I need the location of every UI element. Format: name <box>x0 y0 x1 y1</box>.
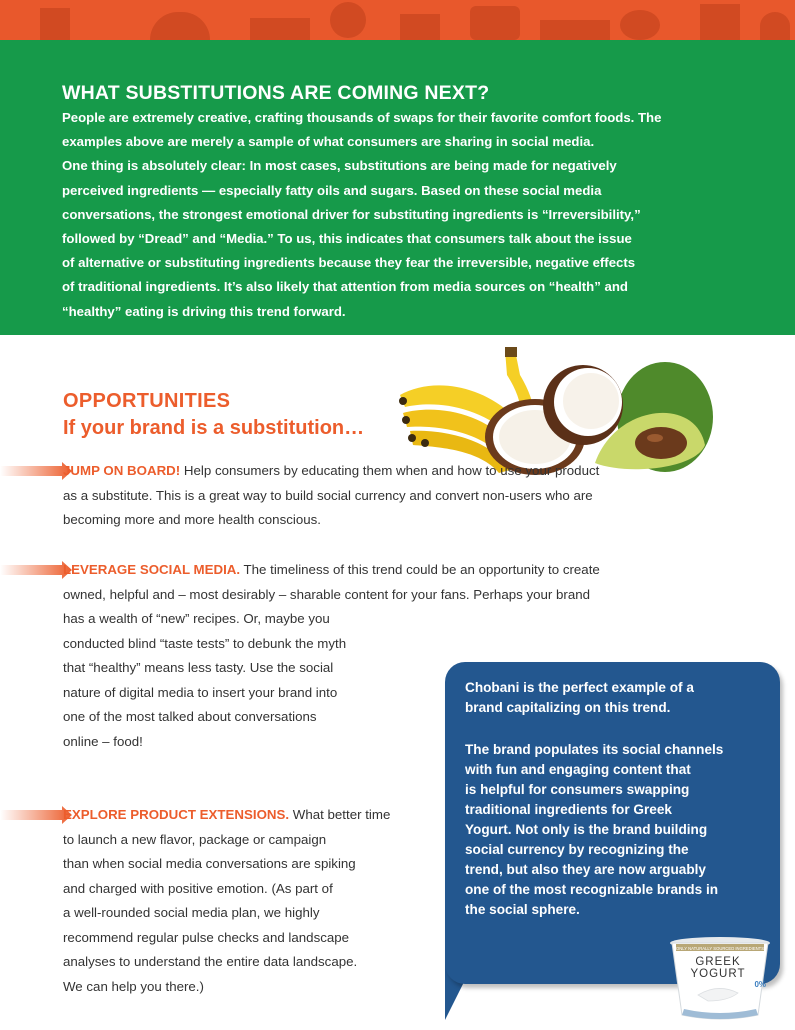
banner-decoration <box>760 12 790 40</box>
item-line: a well-rounded social media plan, we highly <box>63 905 320 920</box>
item-lead: JUMP ON BOARD! <box>63 463 181 478</box>
opportunity-item <box>63 803 390 999</box>
substitutions-section <box>0 40 795 335</box>
banner-decoration <box>470 6 520 40</box>
callout-line: The brand populates its social channels <box>465 742 724 757</box>
body-line: “healthy” eating is driving this trend forward. <box>62 303 346 319</box>
item-line: conducted blind “taste tests” to debunk the myth <box>63 635 347 651</box>
item-lead: LEVERAGE SOCIAL MEDIA. <box>63 562 241 577</box>
body-line: One thing is absolutely clear: In most cases, substitutions are being made for negatively <box>62 158 617 174</box>
item-line: online – food! <box>63 733 143 749</box>
item-text: What better time <box>289 807 391 822</box>
item-first-line <box>63 803 390 828</box>
callout-line: with fun and engaging content that <box>465 762 691 777</box>
callout-line: trend, but also they are now arguably <box>465 862 706 877</box>
banner-decoration <box>620 10 660 40</box>
banner-decoration <box>250 18 310 40</box>
callout-line: Yogurt. Not only is the brand building <box>465 822 708 837</box>
item-line: has a wealth of “new” recipes. Or, maybe you <box>63 611 330 626</box>
yogurt-label-line2: YOGURT <box>690 968 746 980</box>
section-body <box>62 106 742 324</box>
item-line: owned, helpful and – most desirably – sharable content for your fans. Perhaps your brand <box>63 586 591 602</box>
body-line: of traditional ingredients. It’s also likely that attention from media sources on “health” and <box>62 279 628 295</box>
arrow-icon <box>0 561 72 579</box>
item-line: one of the most talked about conversations <box>63 709 317 724</box>
body-line: People are extremely creative, crafting thousands of swaps for their favorite comfort foods. The <box>62 110 662 125</box>
banner-decoration <box>40 8 70 40</box>
callout-line: traditional ingredients for Greek <box>465 802 672 817</box>
arrow-icon <box>0 806 72 824</box>
yogurt-badge: 0% <box>754 980 766 989</box>
item-line: becoming more and more health conscious. <box>63 512 321 527</box>
body-line: of alternative or substituting ingredients because they fear the irreversible, negative effects <box>62 255 636 271</box>
body-line: conversations, the strongest emotional driver for substituting ingredients is “Irreversibility,” <box>62 206 641 222</box>
item-line: as a substitute. This is a great way to build social currency and convert non-users who are <box>63 487 593 503</box>
callout-line: is helpful for consumers swapping <box>465 782 690 797</box>
yogurt-band-text: ONLY NATURALLY SOURCED INGREDIENTS <box>675 946 765 951</box>
item-line: that “healthy” means less tasty. Use the social <box>63 660 334 675</box>
body-line: examples above are merely a sample of what consumers are sharing in social media. <box>62 134 595 150</box>
item-line: We can help you there.) <box>63 978 204 994</box>
body-line: followed by “Dread” and “Media.” To us, this indicates that consumers talk about the issue <box>62 231 632 247</box>
callout-body <box>465 740 723 920</box>
opportunities-title: OPPORTUNITIES <box>63 390 231 412</box>
arrow-icon <box>0 462 72 480</box>
item-text: Help consumers by educating them when and how to use your product <box>180 463 600 478</box>
fruit-illustration <box>395 345 725 475</box>
item-first-line <box>63 459 599 484</box>
item-line: nature of digital media to insert your brand into <box>63 684 338 700</box>
item-text: The timeliness of this trend could be an opportunity to create <box>240 562 600 577</box>
item-lead: EXPLORE PRODUCT EXTENSIONS. <box>63 807 290 822</box>
banner-decoration <box>400 14 440 40</box>
yogurt-label-line1: GREEK <box>695 956 741 968</box>
body-line: perceived ingredients — especially fatty oils and sugars. Based on these social media <box>62 182 602 198</box>
callout-line: social currency by recognizing the <box>465 842 689 857</box>
callout-intro <box>465 678 694 718</box>
item-line: to launch a new flavor, package or campaign <box>63 831 327 847</box>
item-line: recommend regular pulse checks and landscape <box>63 929 350 945</box>
banner-decoration <box>540 20 610 40</box>
item-line: analyses to understand the entire data landscape. <box>63 954 358 969</box>
banner-decoration <box>150 12 210 40</box>
callout-line: brand capitalizing on this trend. <box>465 700 671 715</box>
callout-line: Chobani is the perfect example of a <box>465 680 694 695</box>
opportunity-item <box>63 459 599 533</box>
callout-line: the social sphere. <box>465 902 580 917</box>
banner-decoration <box>330 2 366 38</box>
section-title: WHAT SUBSTITUTIONS ARE COMING NEXT? <box>62 82 490 104</box>
item-first-line <box>63 558 600 583</box>
callout-line: one of the most recognizable brands in <box>465 882 719 897</box>
item-line: and charged with positive emotion. (As part of <box>63 880 333 896</box>
top-banner <box>0 0 795 40</box>
yogurt-cup-image <box>668 935 772 1021</box>
banner-decoration <box>700 4 740 40</box>
opportunities-subtitle: If your brand is a substitution… <box>63 417 365 439</box>
item-line: than when social media conversations are spiking <box>63 856 356 871</box>
